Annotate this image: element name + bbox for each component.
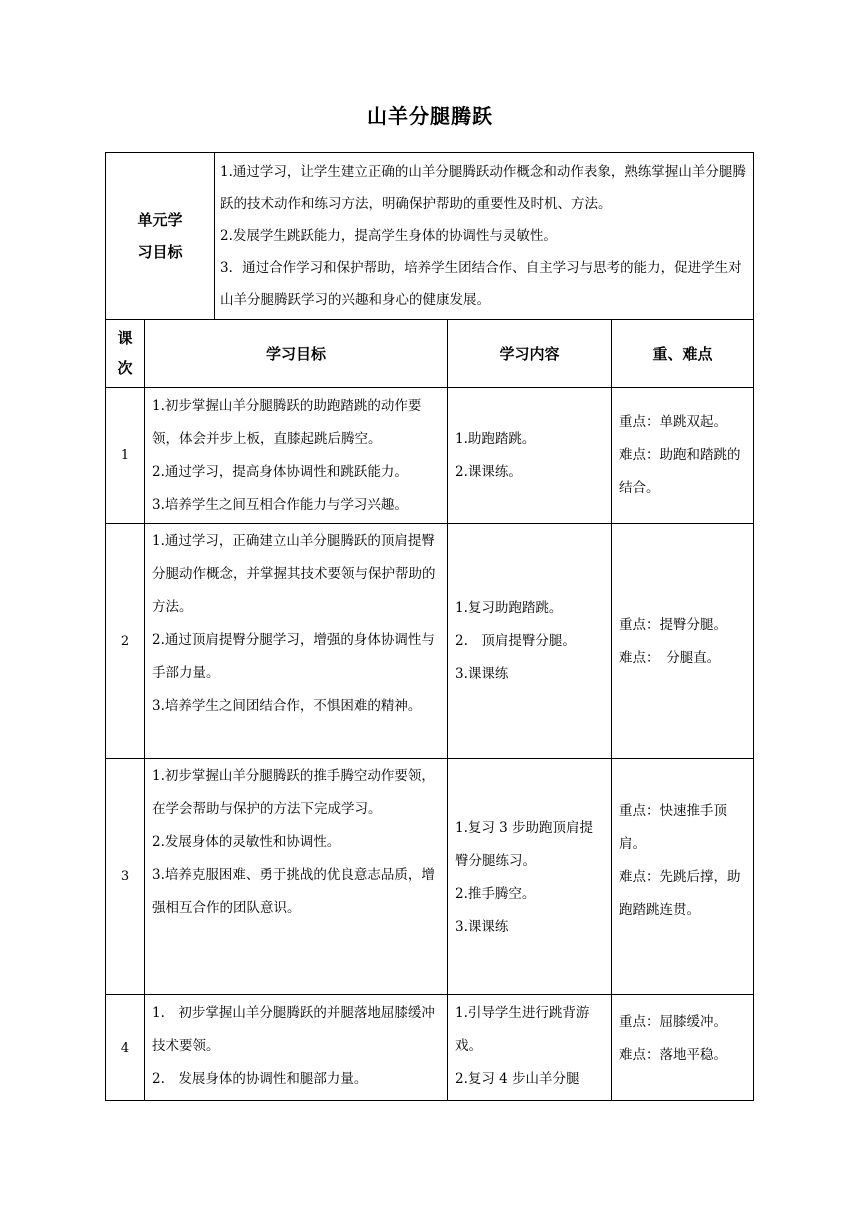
header-goals: 学习目标: [145, 319, 448, 387]
lesson-key-points: [612, 524, 753, 758]
unit-goals-table: [105, 152, 754, 320]
header-lesson-line2: 次: [117, 359, 133, 377]
key-point-item: 难点：助跑和踏跳的结合。: [619, 447, 741, 496]
header-key-points: 重、难点: [652, 344, 713, 363]
content-item: 1.复习 3 步助跑顶肩提臀分腿练习。: [455, 820, 594, 869]
lesson-goals: [145, 524, 448, 758]
unit-goals-body: [220, 156, 747, 316]
lesson-content: [448, 388, 612, 523]
content-item: 1.复习助跑踏跳。: [455, 600, 563, 616]
lesson-key-points: [612, 995, 753, 1101]
goal-item: 1.初步掌握山羊分腿腾跃的助跑踏跳的动作要领，体会并步上板，直膝起跳后腾空。: [152, 398, 422, 447]
goal-item: 3.培养学生之间团结合作，不惧困难的精神。: [152, 698, 422, 714]
header-lesson-line1: 课: [117, 329, 133, 347]
content-item: 3.课课练: [455, 919, 509, 935]
goal-item: 3.培养克服困难、勇于挑战的优良意志品质，增强相互合作的团队意识。: [152, 867, 435, 916]
table-row: [106, 524, 753, 759]
lesson-goals: [145, 388, 448, 523]
unit-goals-label-line1: 单元学: [137, 211, 183, 229]
goal-item: 2.发展身体的灵敏性和协调性。: [152, 834, 341, 850]
lesson-number: 4: [106, 995, 145, 1101]
key-point-item: 重点：快速推手顶肩。: [619, 803, 727, 852]
lessons-table: [105, 319, 754, 1101]
goal-item: 2.通过顶肩提臀分腿学习，增强的身体协调性与手部力量。: [152, 632, 435, 681]
key-point-item: 重点：屈膝缓冲。: [619, 1014, 727, 1030]
key-point-item: 难点： 分腿直。: [619, 650, 721, 666]
lesson-key-points: [612, 388, 753, 523]
table-row: [106, 759, 753, 995]
goal-item: 2. 发展身体的协调性和腿部力量。: [152, 1071, 368, 1087]
key-point-item: 难点：先跳后撑，助跑踏跳连贯。: [619, 869, 741, 918]
key-point-item: 难点：落地平稳。: [619, 1047, 727, 1063]
unit-goals-label-line2: 习目标: [137, 243, 183, 261]
lesson-number: 2: [106, 524, 145, 758]
goal-item: 1.初步掌握山羊分腿腾跃的推手腾空动作要领，在学会帮助与保护的方法下完成学习。: [152, 768, 435, 817]
goal-item: 1.通过学习，正确建立山羊分腿腾跃的顶肩提臀分腿动作概念，并掌握其技术要领与保护帮助的方法。: [152, 533, 436, 615]
header-content: 学习内容: [448, 319, 612, 387]
goal-item: 2.通过学习，提高身体协调性和跳跃能力。: [152, 464, 408, 480]
lesson-goals: [145, 995, 448, 1101]
unit-goal-item: 3．通过合作学习和保护帮助，培养学生团结合作、自主学习与思考的能力，促进学生对山羊分腿腾跃学习的兴趣和身心的健康发展。: [220, 260, 742, 308]
lesson-key-points: [612, 759, 753, 994]
lesson-content: [448, 524, 612, 758]
unit-goal-item: 2.发展学生跳跃能力，提高学生身体的协调性与灵敏性。: [220, 228, 557, 244]
content-item: 1.引导学生进行跳背游戏。: [455, 1005, 590, 1054]
key-point-item: 重点：单跳双起。: [619, 414, 727, 430]
unit-goals-label: [106, 153, 215, 319]
goal-item: 3.培养学生之间互相合作能力与学习兴趣。: [152, 497, 408, 513]
table-row: [106, 995, 753, 1101]
lesson-number: 1: [106, 388, 145, 523]
content-item: 2.课课练。: [455, 464, 522, 480]
key-point-item: 重点：提臀分腿。: [619, 617, 727, 633]
lesson-content: [448, 995, 612, 1101]
page-title: 山羊分腿腾跃: [367, 104, 493, 128]
unit-goal-item: 1.通过学习，让学生建立正确的山羊分腿腾跃动作概念和动作表象，熟练掌握山羊分腿腾跃的技术动作和练习方法，明确保护帮助的重要性及时机、方法。: [220, 164, 746, 212]
content-item: 1.助跑踏跳。: [455, 431, 536, 447]
content-item: 2.推手腾空。: [455, 886, 536, 902]
lesson-goals: [145, 759, 448, 994]
lesson-content: [448, 759, 612, 994]
content-item: 2.复习 4 步山羊分腿: [455, 1071, 580, 1087]
table-row: [106, 388, 753, 524]
lesson-number: 3: [106, 759, 145, 994]
header-lesson: [106, 319, 145, 387]
goal-item: 1. 初步掌握山羊分腿腾跃的并腿落地屈膝缓冲技术要领。: [152, 1005, 435, 1054]
table-header-row: [106, 319, 753, 388]
content-item: 3.课课练: [455, 666, 509, 682]
content-item: 2. 顶肩提臀分腿。: [455, 633, 576, 649]
